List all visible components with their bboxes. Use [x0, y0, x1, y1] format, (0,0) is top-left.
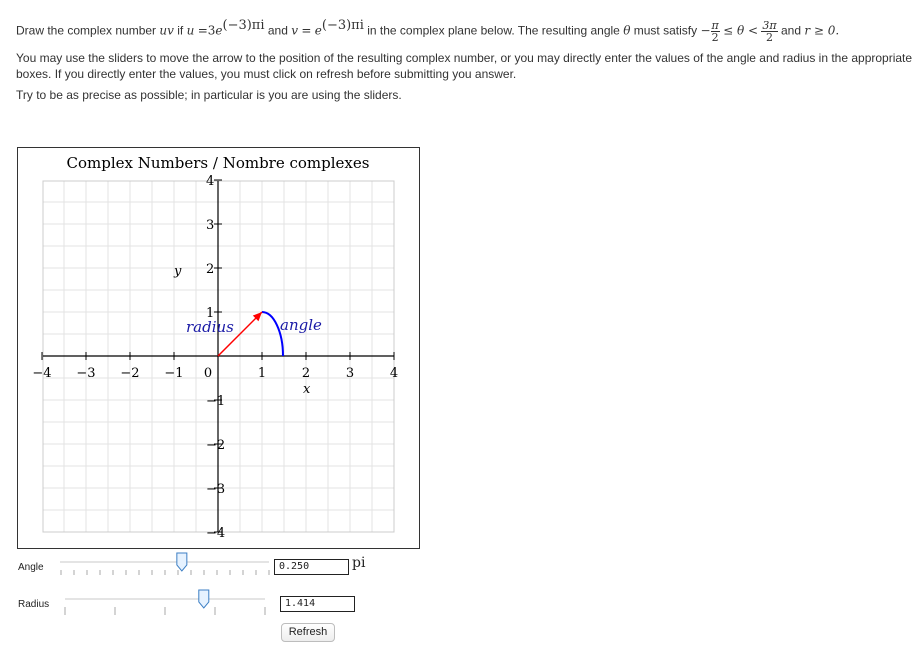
graph-title: Complex Numbers / Nombre complexes: [66, 154, 370, 172]
y-tick-label: −2: [206, 438, 226, 453]
x-tick-label: 3: [345, 366, 355, 381]
y-tick-label: −3: [206, 482, 226, 497]
question-text: if: [177, 23, 184, 38]
refresh-button[interactable]: Refresh: [281, 623, 335, 642]
fraction-lower: $\frac{\pi}{2}$: [711, 19, 719, 44]
math-uv: uv: [159, 23, 174, 38]
x-tick-label: −2: [120, 366, 140, 381]
math-exponent-v: (−3)πi: [321, 17, 364, 33]
x-tick-label: 4: [389, 366, 399, 381]
math-u: u: [186, 23, 195, 38]
y-tick-label: 1: [206, 306, 215, 321]
instructions-paragraph: You may use the sliders to move the arrow to the position of the resulting complex number, or you may directly enter the values of the angle and radius in the appropriate boxes. If you directly enter the values, you must click on refresh before submitting you answer.: [16, 51, 913, 81]
x-tick-label: 0: [203, 366, 213, 381]
question-text: and: [781, 23, 802, 38]
y-tick-label: −4: [206, 526, 226, 541]
math-theta: θ: [623, 23, 631, 38]
question-text: must satisfy: [633, 23, 698, 38]
x-tick-label: −1: [164, 366, 184, 381]
math-eq: =: [301, 23, 312, 38]
x-tick-label: 1: [257, 366, 267, 381]
question-line-1: Draw the complex number uv if u =3e(−3)πi and v = e(−3)πi in the complex plane below. The resulting angle θ must satisfy − $\frac{\pi}{2}$ ≤ θ < $\frac{3\pi}{2}$ and r ≥ 0.: [16, 17, 840, 44]
x-tick-label: −3: [76, 366, 96, 381]
question-text: and: [267, 23, 288, 38]
question-text: in the complex plane below. The resulting angle: [367, 23, 620, 38]
y-axis-label: y: [174, 264, 182, 279]
x-tick-label: −4: [32, 366, 52, 381]
complex-plane-graph[interactable]: [17, 147, 420, 549]
math-eq: =: [197, 23, 208, 38]
math-exponent-u: (−3)πi: [222, 17, 265, 33]
x-axis-label: x: [303, 382, 311, 397]
graph-canvas[interactable]: [18, 148, 419, 548]
radius-control-label: Radius: [18, 599, 50, 610]
y-tick-label: 3: [206, 218, 215, 233]
angle-slider[interactable]: [55, 550, 275, 580]
slider-thumb-icon[interactable]: [177, 553, 187, 571]
math-e: e: [314, 23, 322, 38]
radius-slider[interactable]: [55, 587, 275, 617]
radius-input[interactable]: [280, 596, 355, 612]
math-e: e: [215, 23, 223, 38]
angle-label: angle: [280, 316, 322, 334]
question-text: Draw the complex number: [16, 23, 157, 38]
math-coef: 3: [207, 23, 216, 38]
angle-input[interactable]: [274, 559, 349, 575]
precision-note: Try to be as precise as possible; in particular is you are using the sliders.: [16, 88, 402, 102]
angle-unit: pi: [352, 555, 366, 571]
angle-control-label: Angle: [18, 562, 44, 573]
y-tick-label: 2: [206, 262, 215, 277]
math-inequality: ≤ θ <: [723, 23, 759, 38]
radius-label: radius: [186, 318, 234, 336]
math-v: v: [291, 23, 299, 38]
fraction-upper: $\frac{3\pi}{2}$: [762, 19, 777, 44]
math-r-condition: r ≥ 0.: [804, 23, 840, 38]
y-tick-label: −1: [206, 394, 226, 409]
y-tick-label: 4: [206, 174, 215, 189]
x-tick-label: 2: [301, 366, 311, 381]
slider-thumb-icon[interactable]: [199, 590, 209, 608]
